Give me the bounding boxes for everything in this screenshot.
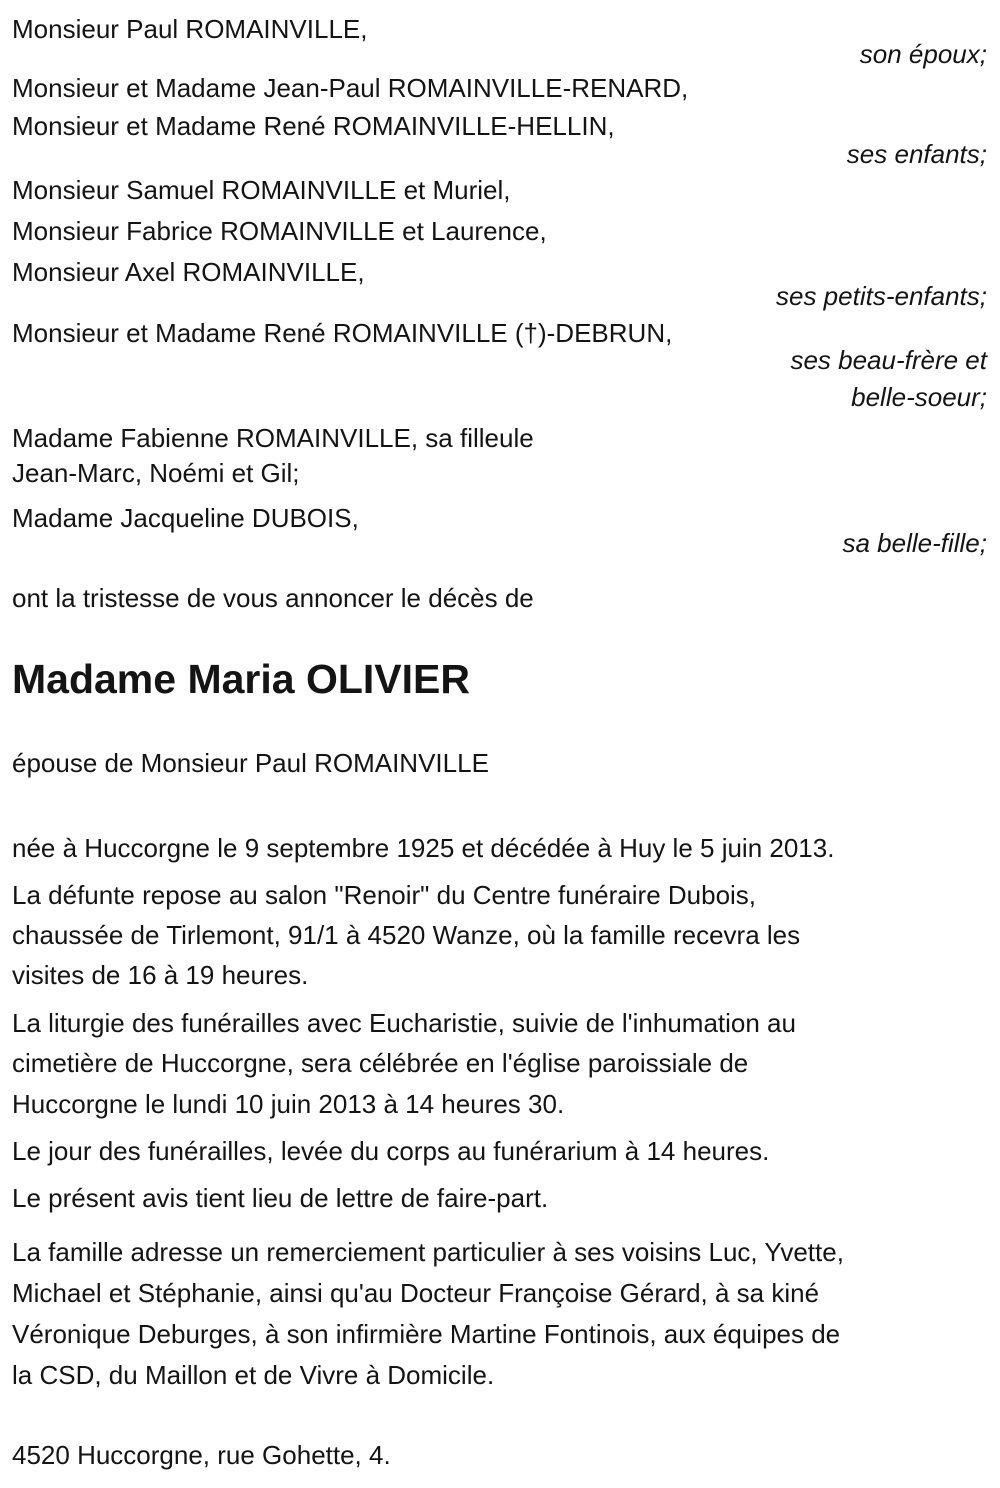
spouse-line: épouse de Monsieur Paul ROMAINVILLE bbox=[12, 748, 489, 778]
birth-death-line: née à Huccorgne le 9 septembre 1925 et décédée à Huy le 5 juin 2013. bbox=[12, 833, 835, 863]
mourner-line: Monsieur Paul ROMAINVILLE, bbox=[12, 14, 368, 44]
mourner-line: Madame Fabienne ROMAINVILLE, sa filleule bbox=[12, 423, 534, 453]
relation-label: ses beau-frère et bbox=[790, 345, 987, 375]
address-line: 4520 Huccorgne, rue Gohette, 4. bbox=[12, 1440, 391, 1470]
mourner-line: Monsieur Axel ROMAINVILLE, bbox=[12, 257, 365, 287]
detail-line: Le présent avis tient lieu de lettre de faire-part. bbox=[12, 1183, 549, 1213]
detail-line: La liturgie des funérailles avec Eucharistie, suivie de l'inhumation au bbox=[12, 1008, 796, 1038]
detail-line: cimetière de Huccorgne, sera célébrée en l'église paroissiale de bbox=[12, 1048, 749, 1078]
detail-line: Huccorgne le lundi 10 juin 2013 à 14 heures 30. bbox=[12, 1089, 565, 1119]
deceased-name: Madame Maria OLIVIER bbox=[12, 656, 470, 702]
detail-line: Le jour des funérailles, levée du corps au funérarium à 14 heures. bbox=[12, 1136, 770, 1166]
detail-line: chaussée de Tirlemont, 91/1 à 4520 Wanze, où la famille recevra les bbox=[12, 920, 801, 950]
mourner-line: Monsieur et Madame René ROMAINVILLE-HELLIN, bbox=[12, 111, 615, 141]
thanks-line: Véronique Deburges, à son infirmière Martine Fontinois, aux équipes de bbox=[12, 1319, 841, 1349]
thanks-line: la CSD, du Maillon et de Vivre à Domicile. bbox=[12, 1360, 495, 1390]
mourner-line: Monsieur et Madame René ROMAINVILLE (†)-DEBRUN, bbox=[12, 318, 673, 348]
mourner-line: Madame Jacqueline DUBOIS, bbox=[12, 503, 359, 533]
mourner-line: Monsieur Samuel ROMAINVILLE et Muriel, bbox=[12, 175, 511, 205]
relation-label: ses petits-enfants; bbox=[776, 281, 987, 311]
mourner-line: Monsieur Fabrice ROMAINVILLE et Laurence, bbox=[12, 216, 547, 246]
mourner-line: Jean-Marc, Noémi et Gil; bbox=[12, 458, 300, 488]
relation-label: ses enfants; bbox=[846, 139, 987, 169]
relation-label: son époux; bbox=[859, 39, 987, 69]
announcement-line: ont la tristesse de vous annoncer le décès de bbox=[12, 583, 534, 613]
mourner-line: Monsieur et Madame Jean-Paul ROMAINVILLE-RENARD, bbox=[12, 73, 689, 103]
detail-line: visites de 16 à 19 heures. bbox=[12, 960, 309, 990]
thanks-line: La famille adresse un remerciement particulier à ses voisins Luc, Yvette, bbox=[12, 1237, 844, 1267]
thanks-line: Michael et Stéphanie, ainsi qu'au Docteur Françoise Gérard, à sa kiné bbox=[12, 1278, 820, 1308]
detail-line: La défunte repose au salon "Renoir" du Centre funéraire Dubois, bbox=[12, 880, 757, 910]
relation-label: belle-soeur; bbox=[851, 382, 987, 412]
relation-label: sa belle-fille; bbox=[842, 528, 987, 558]
